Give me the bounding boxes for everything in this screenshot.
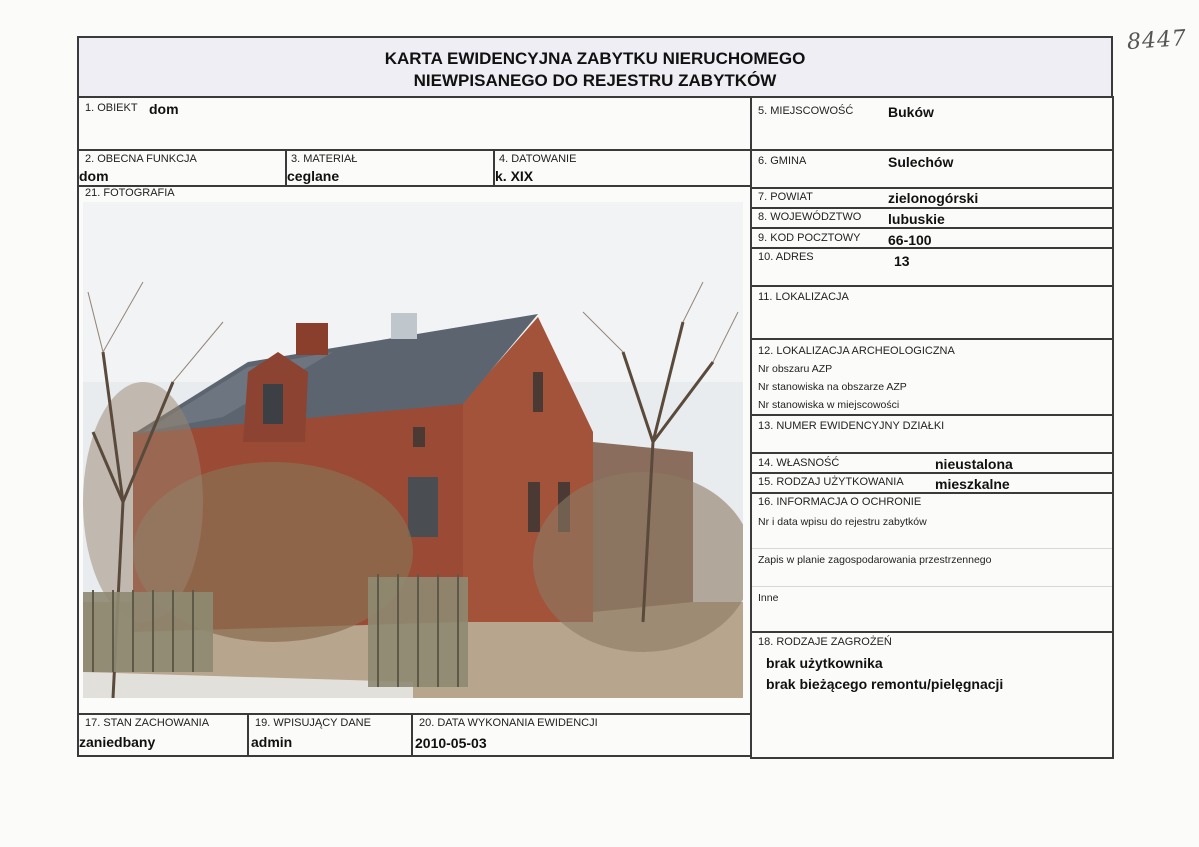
data-value: 2010-05-03 <box>415 735 487 751</box>
material-label: 3. MATERIAŁ <box>291 153 358 165</box>
title-line-1: KARTA EWIDENCYJNA ZABYTKU NIERUCHOMEGO <box>384 49 806 68</box>
data-label: 20. DATA WYKONANIA EWIDENCJI <box>419 717 598 729</box>
gmina-label: 6. GMINA <box>758 155 807 167</box>
field-archeo <box>750 338 1114 416</box>
field-funkcja <box>77 149 287 187</box>
datowanie-label: 4. DATOWANIE <box>499 153 577 165</box>
miejscowosc-label: 5. MIEJSCOWOŚĆ <box>758 105 854 117</box>
wpisujacy-label: 19. WPISUJĄCY DANE <box>255 717 371 729</box>
field-uzytkowanie <box>750 472 1114 494</box>
ochrona-divider-2 <box>752 586 1112 587</box>
zagrozenia-line-1: brak użytkownika <box>766 655 883 671</box>
powiat-value: zielonogórski <box>888 190 979 206</box>
kod-value: 66-100 <box>888 232 932 248</box>
uzytkowanie-label: 15. RODZAJ UŻYTKOWANIA <box>758 476 904 488</box>
field-ochrona <box>750 492 1114 633</box>
ochrona-line-2: Zapis w planie zagospodarowania przestrzennego <box>758 554 992 566</box>
field-material <box>285 149 495 187</box>
obiekt-value: dom <box>149 101 179 117</box>
powiat-label: 7. POWIAT <box>758 191 813 203</box>
title-line-2: NIEWPISANEGO DO REJESTRU ZABYTKÓW <box>413 71 777 90</box>
wlasnosc-label: 14. WŁASNOŚĆ <box>758 457 840 469</box>
field-adres <box>750 247 1114 287</box>
field-wlasnosc <box>750 452 1114 474</box>
card-header <box>77 36 1113 98</box>
archeo-label: 12. LOKALIZACJA ARCHEOLOGICZNA <box>758 345 955 357</box>
stan-label: 17. STAN ZACHOWANIA <box>85 717 210 729</box>
gmina-value: Sulechów <box>888 154 954 170</box>
uzytkowanie-value: mieszkalne <box>935 476 1010 492</box>
wpisujacy-value: admin <box>251 734 293 750</box>
ochrona-divider-1 <box>752 548 1112 549</box>
miejscowosc-value: Buków <box>888 104 934 120</box>
archeo-line-2: Nr stanowiska na obszarze AZP <box>758 381 907 393</box>
field-dzialka <box>750 414 1114 454</box>
field-datowanie <box>493 149 752 187</box>
archeo-line-3: Nr stanowiska w miejscowości <box>758 399 900 411</box>
field-miejscowosc <box>750 96 1114 151</box>
field-powiat <box>750 187 1114 209</box>
ochrona-label: 16. INFORMACJA O OCHRONIE <box>758 496 922 508</box>
field-wpisujacy <box>247 713 413 757</box>
ochrona-line-1: Nr i data wpisu do rejestru zabytków <box>758 516 927 528</box>
ochrona-line-3: Inne <box>758 592 779 604</box>
field-data <box>411 713 752 757</box>
funkcja-label: 2. OBECNA FUNKCJA <box>85 153 197 165</box>
field-lokalizacja <box>750 285 1114 340</box>
archeo-line-1: Nr obszaru AZP <box>758 363 833 375</box>
zagrozenia-label: 18. RODZAJE ZAGROŻEŃ <box>758 636 892 648</box>
adres-label: 10. ADRES <box>758 251 814 263</box>
field-wojewodztwo <box>750 207 1114 229</box>
field-zagrozenia <box>750 631 1114 759</box>
datowanie-value: k. XIX <box>495 168 534 184</box>
funkcja-value: dom <box>79 168 109 184</box>
field-stan <box>77 713 249 757</box>
field-gmina <box>750 149 1114 189</box>
building-photo <box>83 202 743 698</box>
zagrozenia-line-2: brak bieżącego remontu/pielęgnacji <box>766 676 1004 692</box>
wojewodztwo-label: 8. WOJEWÓDZTWO <box>758 211 862 223</box>
stan-value: zaniedbany <box>79 734 156 750</box>
fotografia-label: 21. FOTOGRAFIA <box>85 187 175 199</box>
handwritten-number: 8447 <box>1126 25 1188 56</box>
wojewodztwo-value: lubuskie <box>888 211 945 227</box>
field-kod <box>750 227 1114 249</box>
dzialka-label: 13. NUMER EWIDENCYJNY DZIAŁKI <box>758 420 945 432</box>
adres-value: 13 <box>894 253 910 269</box>
obiekt-label: 1. OBIEKT <box>85 102 138 114</box>
lokalizacja-label: 11. LOKALIZACJA <box>758 291 849 303</box>
material-value: ceglane <box>287 168 340 184</box>
kod-label: 9. KOD POCZTOWY <box>758 232 861 244</box>
wlasnosc-value: nieustalona <box>935 456 1013 472</box>
field-obiekt <box>77 96 752 151</box>
